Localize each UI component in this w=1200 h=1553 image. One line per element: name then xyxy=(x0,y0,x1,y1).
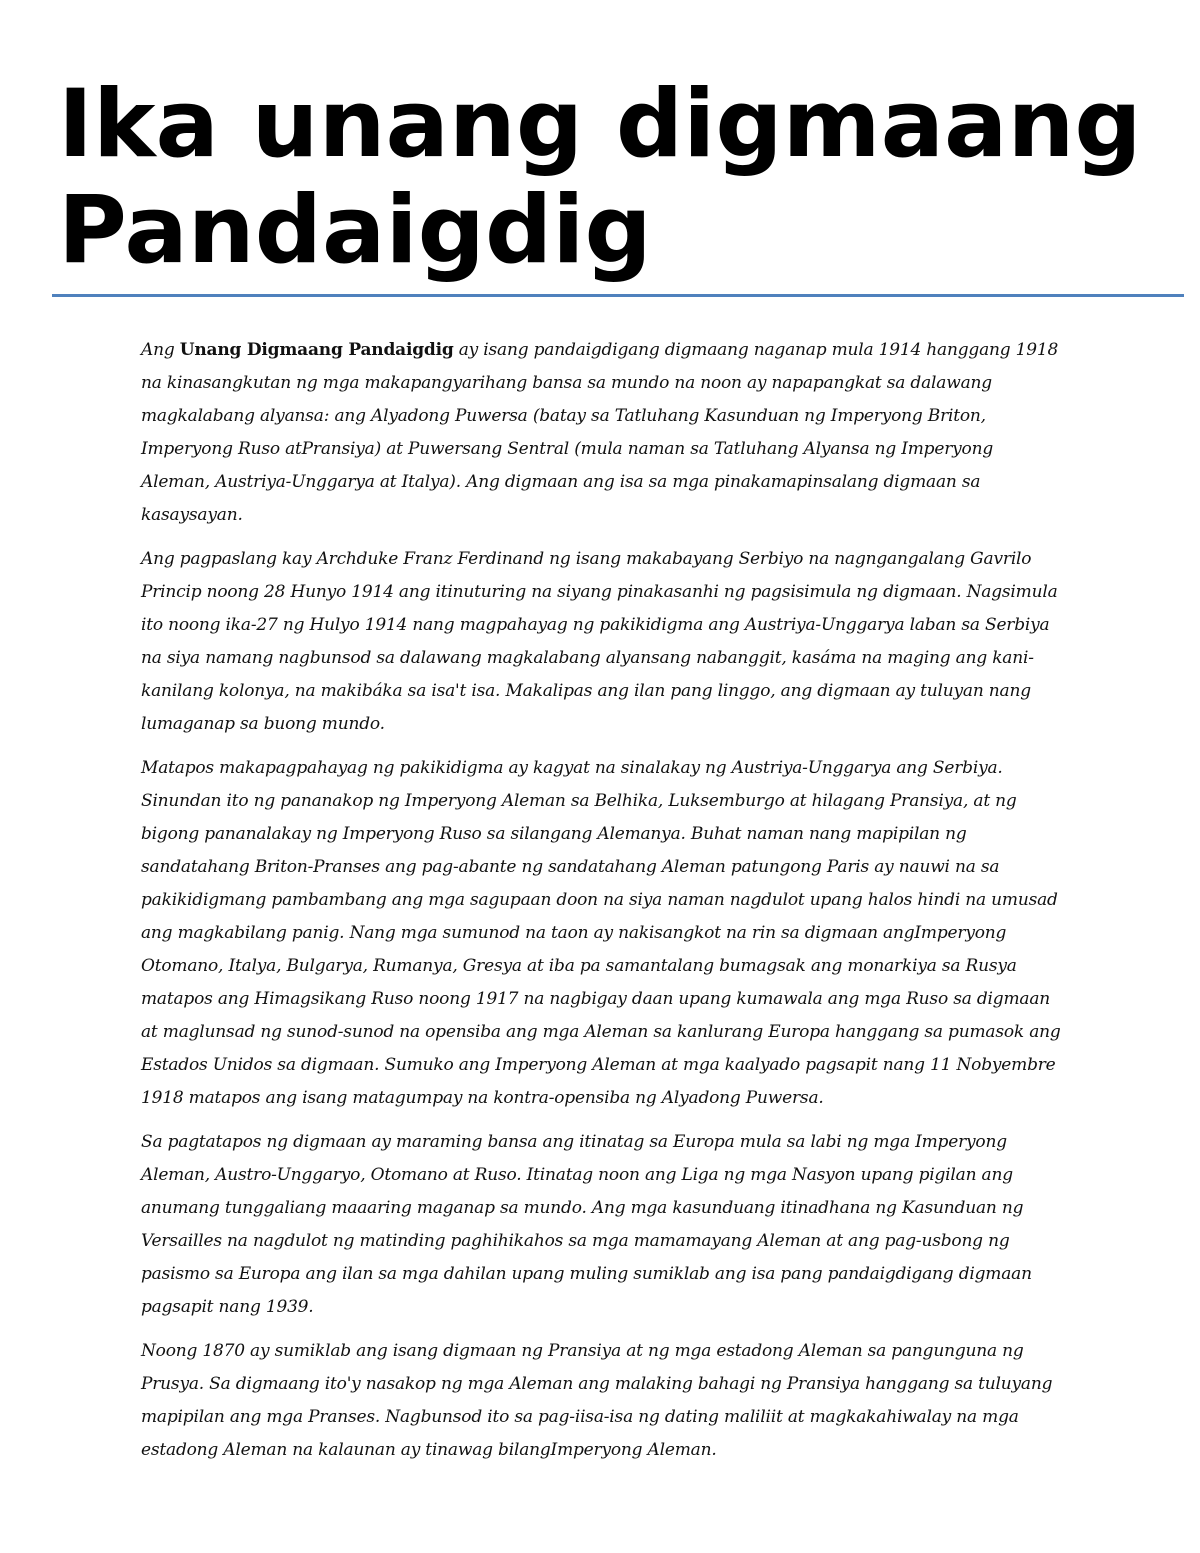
paragraph-4: Sa pagtatapos ng digmaan ay maraming bansa ang itinatag sa Europa mula sa labi ng mga Imperyong Aleman, Austro-Unggaryo, Otomano at Ruso. Itinatag noon ang Liga ng mga Nasyon upang pigilan ang anumang tunggaliang maaaring maganap sa mundo. Ang mga kasunduang itinadhana ng Kasunduan ng Versailles na nagdulot ng matinding paghihikahos sa mga mamamayang Aleman at ang pag-usbong ng pasismo sa Europa ang ilan sa mga dahilan upang muling sumiklab ang isa pang pandaigdigang digmaan pagsapit nang 1939. xyxy=(141,1132,1032,1317)
paragraph-1-rest: ay isang pandaigdigang digmaang naganap mula 1914 hanggang 1918 na kinasangkutan ng mga makapangyarihang bansa sa mundo na noon ay napapangkat sa dalawang magkalabang alyansa: ang Alyadong Puwersa (batay sa Tatluhang Kasunduan ng Imperyong Briton, Imperyong Ruso atPransiya) at Puwersang Sentral (mula naman sa Tatluhang Alyansa ng Imperyong Aleman, Austriya-Unggarya at Italya). Ang digmaan ang isa sa mga pinakamapinsalang digmaan sa kasaysayan. xyxy=(141,340,1059,525)
paragraph-5: Noong 1870 ay sumiklab ang isang digmaan ng Pransiya at ng mga estadong Aleman sa pangunguna ng Prusya. Sa digmaang ito'y nasakop ng mga Aleman ang malaking bahagi ng Pransiya hanggang sa tuluyang mapipilan ang mga Pranses. Nagbunsod ito sa pag-iisa-isa ng dating maliliit at magkakahiwalay na mga estadong Aleman na kalaunan ay tinawag bilangImperyong Aleman. xyxy=(141,1341,1053,1460)
document-body xyxy=(141,334,1063,1478)
paragraph-3: Matapos makapagpahayag ng pakikidigma ay kagyat na sinalakay ng Austriya-Unggarya ang Serbiya. Sinundan ito ng pananakop ng Imperyong Aleman sa Belhika, Luksemburgo at hilagang Pransiya, at ng bigong pananalakay ng Imperyong Ruso sa silangang Alemanya. Buhat naman nang mapipilan ng sandatahang Briton-Pranses ang pag-abante ng sandatahang Aleman patungong Paris ay nauwi na sa pakikidigmang pambambang ang mga sagupaan doon na siya naman nagdulot upang halos hindi na umusad ang magkabilang panig. Nang mga sumunod na taon ay nakisangkot na rin sa digmaan angImperyong Otomano, Italya, Bulgarya, Rumanya, Gresya at iba pa samantalang bumagsak ang monarkiya sa Rusya matapos ang Himagsikang Ruso noong 1917 na nagbigay daan upang kumawala ang mga Ruso sa digmaan at maglunsad ng sunod-sunod na opensiba ang mga Aleman sa kanlurang Europa hanggang sa pumasok ang Estados Unidos sa digmaan. Sumuko ang Imperyong Aleman at mga kaalyado pagsapit nang 11 Nobyembre 1918 matapos ang isang matagumpay na kontra-opensiba ng Alyadong Puwersa. xyxy=(141,758,1061,1108)
paragraph-1 xyxy=(141,334,1063,532)
paragraph-2: Ang pagpaslang kay Archduke Franz Ferdinand ng isang makabayang Serbiyo na nagngangalang Gavrilo Princip noong 28 Hunyo 1914 ang itinuturing na siyang pinakasanhi ng pagsisimula ng digmaan. Nagsimula ito noong ika-27 ng Hulyo 1914 nang magpahayag ng pakikidigma ang Austriya-Unggarya laban sa Serbiya na siya namang nagbunsod sa dalawang magkalabang alyansang nabanggit, kasáma na maging ang kani-kanilang kolonya, na makibáka sa isa't isa. Makalipas ang ilan pang linggo, ang digmaan ay tuluyan nang lumaganap sa buong mundo. xyxy=(141,549,1058,734)
title-underline xyxy=(52,294,1184,297)
paragraph-1-bold-term: Unang Digmaang Pandaigdig xyxy=(179,340,454,360)
document-title: Ika unang digmaang Pandaigdig xyxy=(58,70,1142,285)
paragraph-1-lead: Ang xyxy=(141,340,180,360)
